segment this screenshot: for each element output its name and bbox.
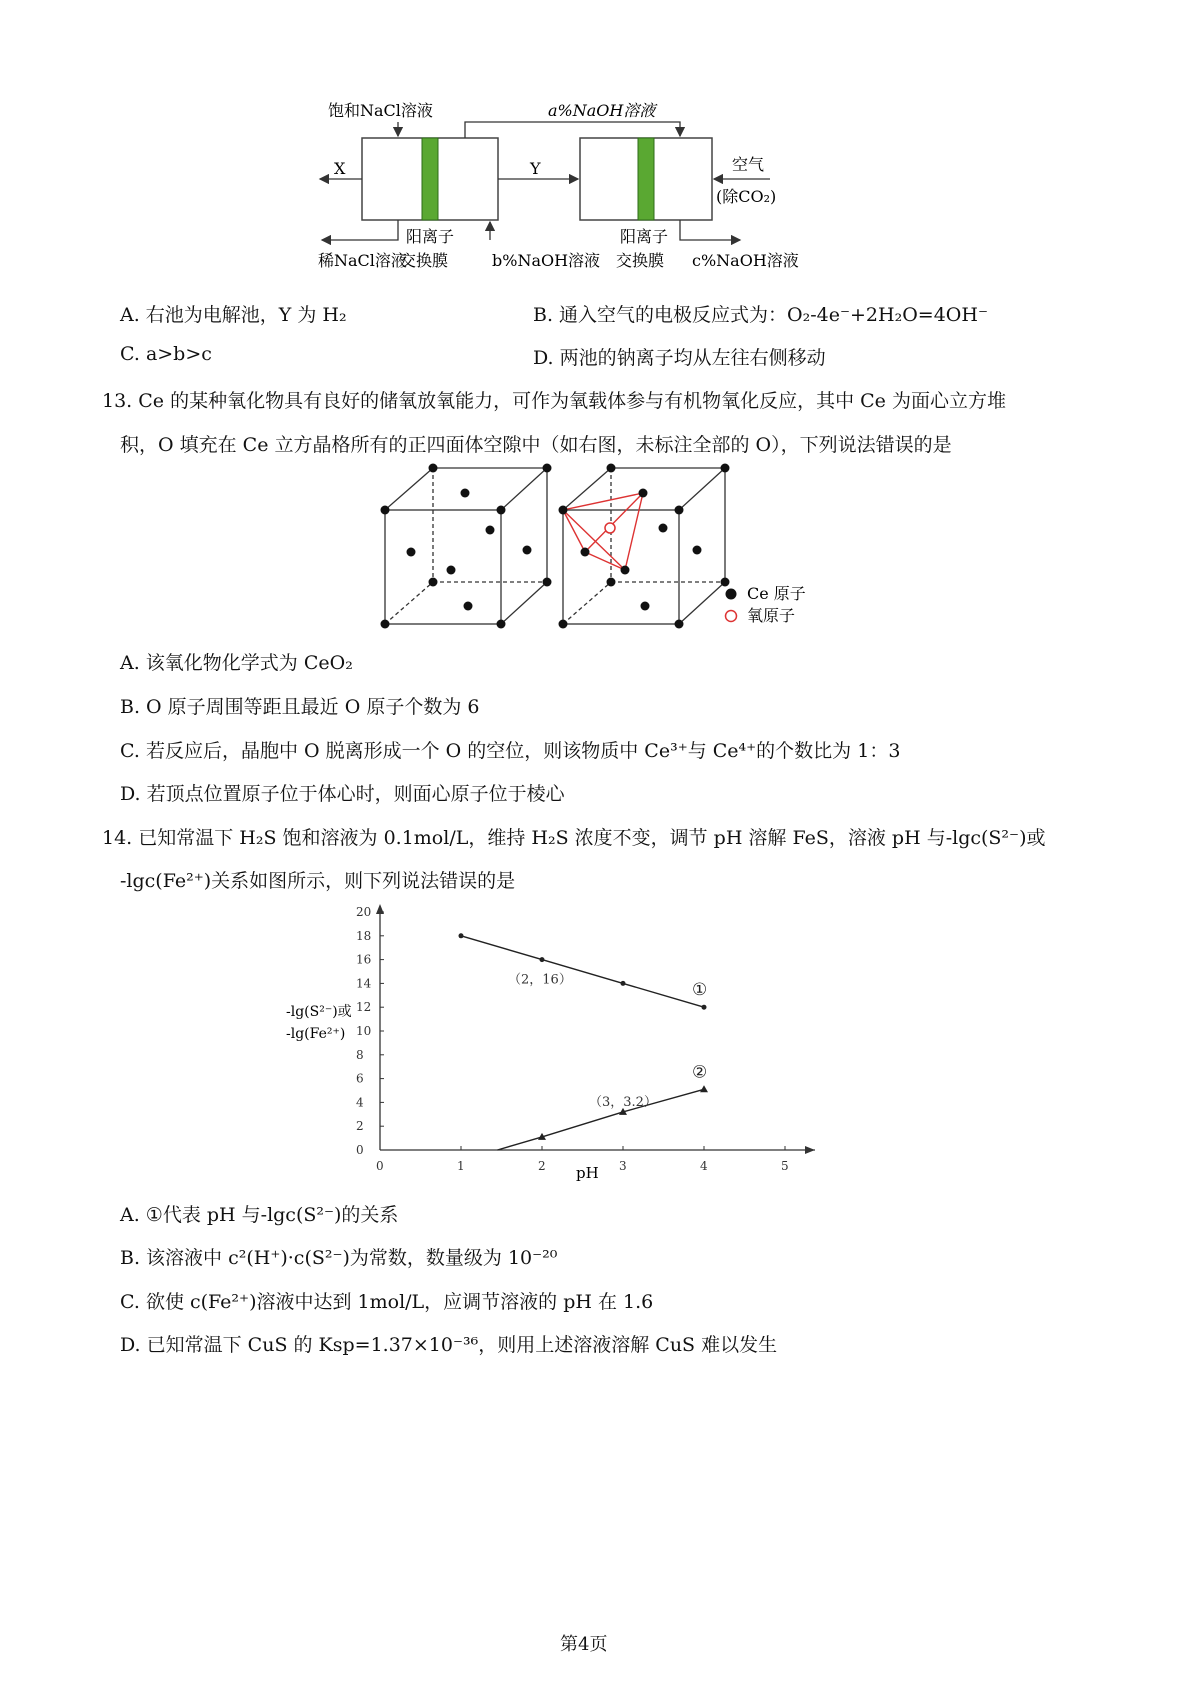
y-axis-label-2: -lg(Fe²⁺) <box>286 1026 346 1042</box>
y-tick-label: 0 <box>356 1143 364 1157</box>
data-point <box>702 1005 707 1010</box>
y-tick-label: 12 <box>356 1000 372 1015</box>
x-tick-label: 1 <box>457 1159 465 1173</box>
x-tick-label: 5 <box>781 1159 789 1173</box>
naoh-in-label: a%NaOH溶液 <box>548 101 656 120</box>
q14-option-c: C. 欲使 c(Fe²⁺)溶液中达到 1mol/L，应调节溶液的 pH 在 1.6 <box>120 1291 654 1313</box>
membrane-left-label-2: 交换膜 <box>400 251 449 270</box>
q12-option-a: A. 右池为电解池，Y 为 H₂ <box>120 304 347 326</box>
oxygen-atom <box>605 523 615 533</box>
q12-option-d: D. 两池的钠离子均从左往右侧移动 <box>533 347 826 369</box>
q14-stem-line1: 14. 已知常温下 H₂S 饱和溶液为 0.1mol/L，维持 H₂S 浓度不变，调节 pH 溶解 FeS，溶液 pH 与-lgc(S²⁻)或 <box>102 827 1046 849</box>
cube-left-atoms <box>381 464 552 629</box>
chart-axes <box>376 904 815 1154</box>
x-axis-arrow <box>805 1146 815 1154</box>
x-tick-label: 4 <box>700 1159 708 1173</box>
nacl-out-label: 稀NaCl溶液 <box>318 251 407 270</box>
membrane-right-label-1: 阳离子 <box>620 227 669 246</box>
data-point <box>700 1085 708 1092</box>
ph-chart <box>280 900 840 1190</box>
y-tick-label: 14 <box>356 976 372 991</box>
right-membrane <box>638 138 654 220</box>
y-tick-label: 4 <box>356 1095 364 1110</box>
q13-option-d: D. 若顶点位置原子位于体心时，则面心原子位于棱心 <box>120 783 565 805</box>
q14-stem-line2: -lgc(Fe²⁺)关系如图所示，则下列说法错误的是 <box>120 870 516 892</box>
membrane-right-label-2: 交换膜 <box>616 251 665 270</box>
data-point <box>540 957 545 962</box>
x-tick-label: 0 <box>376 1159 384 1173</box>
x-tick-label: 3 <box>619 1159 627 1173</box>
page-number: 第4页 <box>560 1634 608 1655</box>
chart-series <box>459 933 709 1150</box>
data-point <box>459 933 464 938</box>
y-tick-label: 20 <box>356 905 372 919</box>
legend-ce-marker <box>726 589 737 600</box>
air-label: 空气 <box>732 155 765 174</box>
membrane-left-label-1: 阳离子 <box>406 227 455 246</box>
q13-option-a: A. 该氧化物化学式为 CeO₂ <box>120 652 353 674</box>
y-axis-label-1: -lg(S²⁻)或 <box>286 1004 352 1020</box>
y-tick-label: 18 <box>356 928 372 943</box>
data-point <box>621 981 626 986</box>
y-tick-label: 8 <box>356 1047 364 1062</box>
series-label-1: ① <box>692 980 708 1001</box>
series-label-2: ② <box>692 1062 708 1083</box>
tetrahedron <box>563 493 643 570</box>
electrolysis-diagram <box>300 90 820 290</box>
point-annotation: （2，16） <box>508 972 572 988</box>
air-note-label: (除CO₂) <box>716 187 777 206</box>
q13-option-c: C. 若反应后，晶胞中 O 脱离形成一个 O 的空位，则该物质中 Ce³⁺与 Ce⁴⁺的个数比为 1：3 <box>120 740 901 762</box>
legend-o-marker <box>726 611 737 622</box>
crystal-cell-diagram <box>375 458 835 638</box>
y-label: Y <box>530 159 541 178</box>
y-tick-label: 16 <box>356 952 372 967</box>
q12-option-c: C. a>b>c <box>120 343 212 365</box>
legend-ce-label: Ce 原子 <box>747 584 806 603</box>
nacl-in-label: 饱和NaCl溶液 <box>328 101 433 120</box>
q13-stem-line2: 积，O 填充在 Ce 立方晶格所有的正四面体空隙中（如右图，未标注全部的 O），下列说法错误的是 <box>120 434 952 456</box>
q14-option-a: A. ①代表 pH 与-lgc(S²⁻)的关系 <box>120 1204 399 1226</box>
q14-option-b: B. 该溶液中 c²(H⁺)·c(S²⁻)为常数，数量级为 10⁻²⁰ <box>120 1247 558 1269</box>
x-tick-label: 2 <box>538 1159 546 1173</box>
q13-stem-line1: 13. Ce 的某种氧化物具有良好的储氧放氧能力，可作为氧载体参与有机物氧化反应，其中 Ce 为面心立方堆 <box>102 390 1006 412</box>
left-membrane <box>422 138 438 220</box>
legend-o-label: 氧原子 <box>747 606 796 625</box>
point-annotation: （3，3.2） <box>589 1094 657 1110</box>
y-tick-label: 2 <box>356 1119 364 1134</box>
x-axis-label: pH <box>576 1164 599 1182</box>
x-label: X <box>334 159 346 178</box>
q13-option-b: B. O 原子周围等距且最近 O 原子个数为 6 <box>120 696 480 718</box>
naoh-b-label: b%NaOH溶液 <box>492 251 601 270</box>
naoh-c-label: c%NaOH溶液 <box>692 251 799 270</box>
y-tick-label: 6 <box>356 1071 364 1086</box>
series-line-1 <box>461 936 704 1007</box>
chart-ticks <box>356 905 789 1173</box>
q12-option-b: B. 通入空气的电极反应式为：O₂-4e⁻+2H₂O=4OH⁻ <box>533 304 988 326</box>
q14-option-d: D. 已知常温下 CuS 的 Ksp=1.37×10⁻³⁶，则用上述溶液溶解 CuS 难以发生 <box>120 1334 778 1356</box>
cube-right-atoms <box>559 464 730 629</box>
y-tick-label: 10 <box>356 1024 372 1038</box>
